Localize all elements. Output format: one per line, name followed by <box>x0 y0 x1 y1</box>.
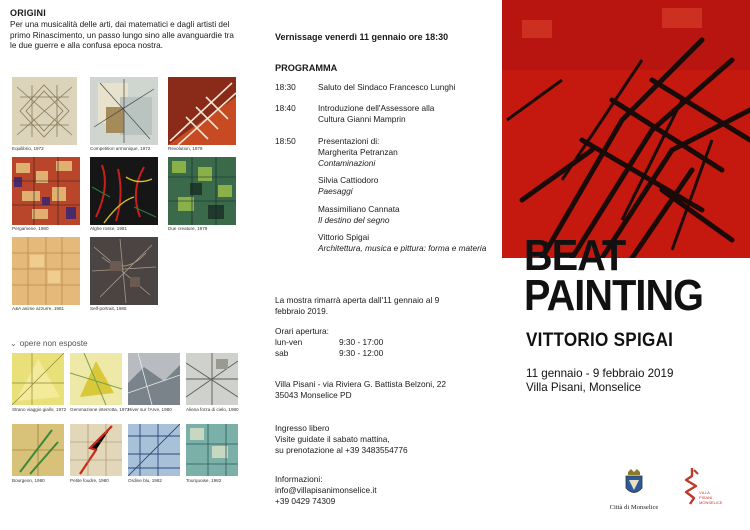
artwork-caption: Hiver sur l'Arve, 1980 <box>128 407 172 412</box>
venue: Villa Pisani, Monselice <box>526 381 642 395</box>
artwork-image <box>12 353 64 405</box>
artwork-image <box>186 424 238 476</box>
artwork-image <box>168 77 236 145</box>
comune-logo <box>604 468 664 511</box>
exhibition-dates <box>526 367 673 396</box>
phone-link[interactable]: +39 0429 74309 <box>275 495 336 506</box>
artwork-caption: Competition armonique, 1972 <box>90 146 151 151</box>
orari-title: Orari apertura: <box>275 326 329 336</box>
artwork-caption: Equilibrio, 1972 <box>12 146 44 151</box>
speaker-name: Silvia Cattiodoro <box>318 175 379 185</box>
artwork-image <box>12 424 64 476</box>
artwork-caption: Aliena forza di cielo, 1980 <box>186 407 239 412</box>
artwork-image <box>168 157 236 225</box>
program-time: 18:30 <box>275 82 296 92</box>
cover-title-line1: BEAT <box>524 231 626 280</box>
orari-hours: 9:30 - 17:00 <box>339 336 384 347</box>
ingresso-block <box>275 423 490 455</box>
origini-text: Per una musicalità delle arti, dai matematici e dagli artisti del primo Rinascimento, un passo lungo sino alle avanguardie tra le due guerre e alla confusa epoca nostra. <box>10 20 234 51</box>
origini-title: ORIGINI <box>10 8 46 18</box>
artwork-caption: Due creature, 1979 <box>168 226 208 231</box>
vernissage-heading: Vernissage venerdì 11 gennaio ore 18:30 <box>275 32 449 42</box>
artwork-caption: Pergamene, 1980 <box>12 226 49 231</box>
ingresso-line: Visite guidate il sabato mattina, <box>275 433 390 444</box>
email-link[interactable]: info@villapisanimonselice.it <box>275 484 377 495</box>
coat-of-arms-icon <box>623 468 645 498</box>
date-range: 11 gennaio - 9 febbraio 2019 <box>526 367 674 380</box>
artwork-caption: Gemmazione interrotta, 1972 <box>70 407 130 412</box>
comune-logo-text: Città di Monselice <box>609 504 659 511</box>
orari-days: sab <box>275 347 289 358</box>
artwork-caption: Petite foudre, 1980 <box>70 478 109 483</box>
artwork-image <box>12 77 77 145</box>
artwork-caption: Bourgeon, 1980 <box>12 478 45 483</box>
artwork-image <box>90 77 158 145</box>
artwork-image <box>186 353 238 405</box>
speaker-name: Margherita Petranzan <box>318 147 398 157</box>
ingresso-phone[interactable]: su prenotazione al +39 3483554776 <box>275 444 408 455</box>
address-line: Villa Pisani - via Riviera G. Battista Belzoni, 22 <box>275 379 446 389</box>
artwork-caption: Tourquoise, 1982 <box>186 478 222 483</box>
artwork-caption: A&A anime azzurre, 1981 <box>12 306 65 311</box>
villa-pisani-logo <box>682 466 732 511</box>
artwork-caption: Self-portrait, 1985 <box>90 306 127 311</box>
orari-row <box>275 337 455 348</box>
opere-non-esposte-title: opere non esposte <box>19 339 88 348</box>
origini-section <box>10 8 245 52</box>
address-block <box>275 379 490 401</box>
speaker-name: Massimiliano Cannata <box>318 204 400 214</box>
speaker-talk: Il destino del segno <box>318 214 390 225</box>
artwork-image <box>12 237 80 305</box>
artwork-image <box>70 424 122 476</box>
cover-painting-image <box>502 0 750 258</box>
speaker-name: Vittorio Spigai <box>318 232 370 242</box>
artwork-image <box>128 424 180 476</box>
orari-block <box>275 326 455 358</box>
informazioni-block <box>275 474 490 506</box>
orari-row <box>275 348 455 359</box>
program-text: Introduzione dell'Assessore alla Cultura Gianni Mamprin <box>318 103 435 124</box>
cover-title-line2: PAINTING <box>524 271 704 320</box>
chevron-down-icon: ⌄ <box>10 339 17 348</box>
artwork-image <box>12 157 80 225</box>
artwork-image <box>90 237 158 305</box>
orari-hours: 9:30 - 12:00 <box>339 347 384 358</box>
artwork-image <box>70 353 122 405</box>
opere-non-esposte-header <box>10 339 88 348</box>
speaker-talk: Contaminazioni <box>318 157 376 168</box>
address-line: 35043 Monselice PD <box>275 389 352 400</box>
informazioni-title: Informazioni: <box>275 474 323 484</box>
speaker-talk: Paesaggi <box>318 185 353 196</box>
orari-days: lun-ven <box>275 336 303 347</box>
artwork-caption: Revolution, 1979 <box>168 146 203 151</box>
program-time: 18:40 <box>275 103 296 113</box>
programma-title: PROGRAMMA <box>275 63 338 73</box>
program-text: Presentazioni di: <box>318 136 380 146</box>
program-time: 18:50 <box>275 136 296 146</box>
artwork-caption: Alghe rosse, 1981 <box>90 226 128 231</box>
apertura-text: La mostra rimarrà aperta dall'11 gennaio al 9 febbraio 2019. <box>275 295 440 316</box>
artwork-caption: Strano viaggio giallo, 1972 <box>12 407 67 412</box>
cover-painting <box>502 0 750 258</box>
program-text: Saluto del Sindaco Francesco Lunghi <box>318 82 456 92</box>
artwork-image <box>90 157 158 225</box>
ingresso-line: Ingresso libero <box>275 423 330 433</box>
speaker-talk: Architettura, musica e pittura: forma e materia <box>318 242 487 253</box>
artwork-image <box>128 353 180 405</box>
villa-pisani-logo-text: VILLA PISANI MONSELICE <box>699 490 723 505</box>
artist-name: VITTORIO SPIGAI <box>526 330 674 351</box>
artwork-caption: Ordine blu, 1982 <box>128 478 162 483</box>
